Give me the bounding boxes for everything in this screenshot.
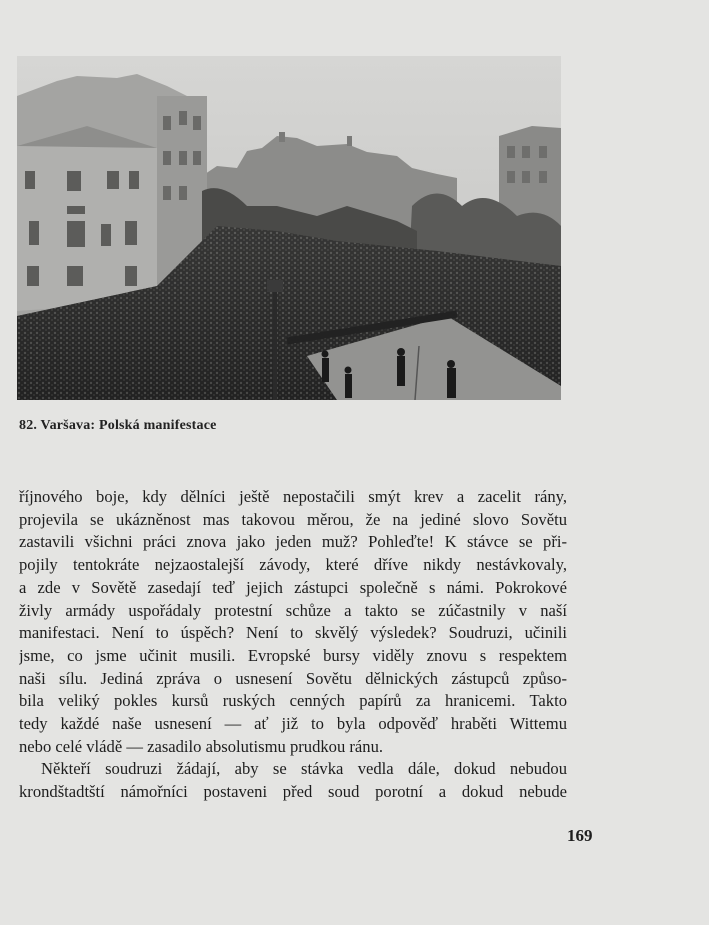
text-line: a zde v Sovětě zasedají teď jejich zástupci společně s námi. Pokrokové bbox=[19, 577, 567, 597]
text-line: jsme, co jsme učinit musili. Evropské bursy viděly znovu s respektem bbox=[19, 645, 567, 665]
photograph-warsaw-demonstration bbox=[17, 56, 561, 400]
text-line: říjnového boje, kdy dělníci ještě nepostačili smýt krev a zacelit rány, bbox=[19, 487, 567, 506]
page-number: 169 bbox=[567, 826, 593, 845]
text-line: pojily tentokráte nejzaostalejší závody, které dříve nikdy nestávkovaly, bbox=[19, 555, 567, 575]
body-text bbox=[19, 486, 567, 804]
text-line: manifestaci. Není to úspěch? Není to skvělý výsledek? Soudruzi, učinili bbox=[19, 623, 567, 643]
text-line: živly armády uspořádaly protestní schůze a takto se zúčastnily v naší bbox=[19, 600, 567, 620]
text-line: naši sílu. Jediná zpráva o usnesení Sovětu dělnických zástupců způso- bbox=[19, 668, 567, 688]
figure-caption: 82. Varšava: Polská manifestace bbox=[19, 418, 217, 433]
text-line: projevila se ukázněnost mas takovou měrou, že na jediné slovo Sovětu bbox=[19, 509, 567, 529]
text-line: tedy každé naše usnesení — ať již to byla odpověď hraběti Wittemu bbox=[19, 714, 567, 734]
text-line: nebo celé vládě — zasadilo absolutismu prudkou ránu. bbox=[19, 736, 384, 756]
text-line: krondštadtští námořníci postaveni před soud porotní a dokud nebude bbox=[19, 782, 567, 802]
text-line: zastavili všichni práci znova jako jeden muž? Pohleďte! K stávce se při- bbox=[19, 532, 567, 552]
text-line-paragraph-start: Někteří soudruzi žádají, aby se stávka vedla dále, dokud nebudou bbox=[41, 759, 567, 779]
text-line: bila veliký pokles kursů ruských cenných papírů za hranicemi. Takto bbox=[19, 691, 567, 711]
